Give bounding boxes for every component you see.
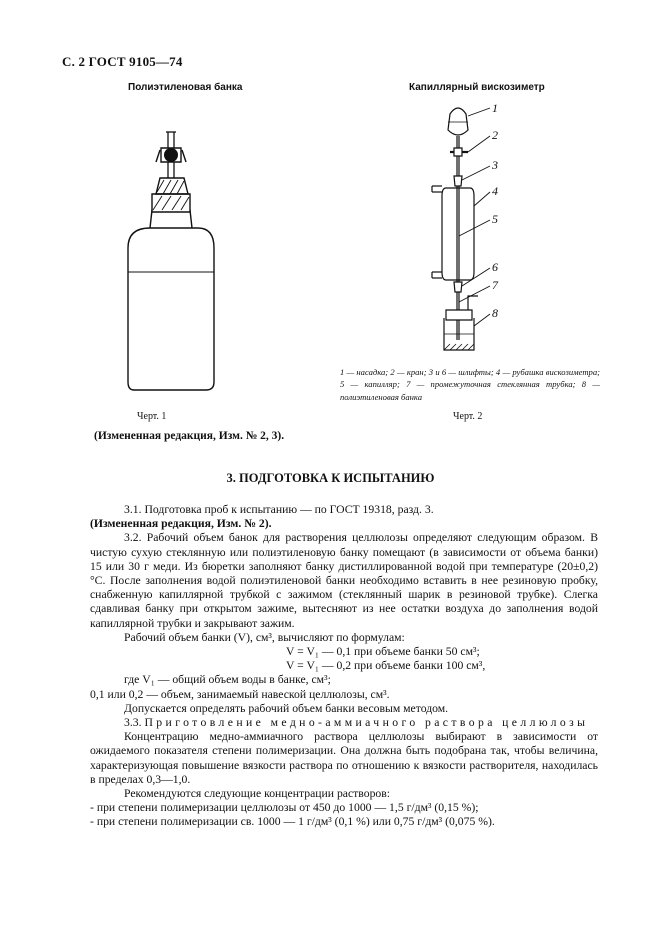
paragraph-3-1: 3.1. Подготовка проб к испытанию — по ГОСТ 19318, разд. 3. — [124, 503, 434, 516]
figure-2-label-5: 5 — [492, 212, 498, 226]
figure-2-title: Капиллярный вискозиметр — [409, 82, 545, 93]
figure-2-label-7: 7 — [492, 278, 498, 292]
paragraph-3-3-text: Концентрацию медно-аммиачного раствора целлюлозы выбирают в зависимости от ожидаемого показателя степени полимеризации. Она должна быть подобрана так, чтобы величина, характеризующая повышение вязкости раствора по отношению к вязкости растворителя, находилась в пределах 0,3—1,0. — [90, 730, 598, 786]
page-header: С. 2 ГОСТ 9105—74 — [62, 54, 183, 69]
list-item-2: - при степени полимеризации св. 1000 — 1 г/дм³ (0,1 %) или 0,75 г/дм³ (0,075 %). — [90, 815, 495, 829]
where-2: 0,1 или 0,2 — объем, занимаемый навеской целлюлозы, см³. — [90, 687, 390, 701]
viscometer-attachment — [448, 108, 468, 135]
figure-2-viscometer-drawing — [428, 96, 548, 360]
paragraph-3-3-number: 3.3. — [124, 716, 142, 730]
list-item-1: - при степени полимеризации целлюлозы от 450 до 1000 — 1,5 г/дм³ (0,15 %); — [90, 801, 479, 815]
figure-2-caption: Черт. 2 — [453, 411, 483, 422]
figure-2-label-8: 8 — [492, 306, 498, 320]
weight-method: Допускается определять рабочий объем банки весовым методом. — [124, 701, 449, 715]
where-1: где V₁ — общий объем воды в банке, см³; — [124, 673, 331, 687]
jar-body — [128, 228, 214, 390]
figure-1-title: Полиэтиленовая банка — [128, 82, 243, 93]
figure-2-label-6: 6 — [492, 260, 498, 274]
section-body — [90, 503, 598, 830]
paragraph-3-3-heading — [90, 716, 598, 730]
formula-1: V = V₁ — 0,1 при объеме банки 50 см³; — [286, 645, 480, 659]
section-title: 3. ПОДГОТОВКА К ИСПЫТАНИЮ — [226, 471, 435, 485]
formula-2: V = V₁ — 0,2 при объеме банки 100 см³, — [286, 659, 486, 673]
figure-2-label-4: 4 — [492, 184, 498, 198]
recommend-intro: Рекомендуются следующие концентрации растворов: — [124, 787, 391, 801]
figure-2-label-2: 2 — [492, 128, 498, 142]
figure-2-legend: 1 — насадка; 2 — кран; 3 и 6 — шлифты; 4 — рубашка вискозиметра; 5 — капилляр; 7 — промежуточная стеклянная трубка; 8 — полиэтиленовая банка — [340, 367, 600, 402]
figure-2-label-3: 3 — [492, 158, 498, 172]
paragraph-3-1-edit: (Измененная редакция, Изм. № 2). — [90, 517, 272, 531]
figures-edit-note: (Измененная редакция, Изм. № 2, 3). — [94, 430, 285, 442]
figure-1-caption: Черт. 1 — [137, 411, 167, 422]
figure-2-label-1: 1 — [492, 101, 498, 115]
calc-intro: Рабочий объем банки (V), см³, вычисляют по формулам: — [124, 630, 405, 644]
paragraph-3-3-title: Приготовление медно-аммиачного раствора целлюлозы — [144, 716, 589, 730]
viscometer-jacket — [442, 188, 474, 280]
figure-1-jar-drawing — [110, 120, 230, 400]
paragraph-3-2: 3.2. Рабочий объем банок для растворения целлюлозы определяют следующим образом. В чистую сухую стеклянную или полиэтиленовую банку помещают (в зависимости от объема банки) 15 или 30 г меди. Из бюретки заполняют банку дистиллированной водой при температуре (20±0,2) °С. После заполнения водой полиэтиленовой банки необходимо вставить в нее резиновую пробку, снабженную капиллярной трубкой с зажимом (стеклянный шарик в резиновой трубке). Слегка сдавливая банку при открытом зажиме, вытесняют из нее остатки воздуха до заполнения водой капиллярной трубки и закрывают зажим. — [90, 531, 598, 630]
